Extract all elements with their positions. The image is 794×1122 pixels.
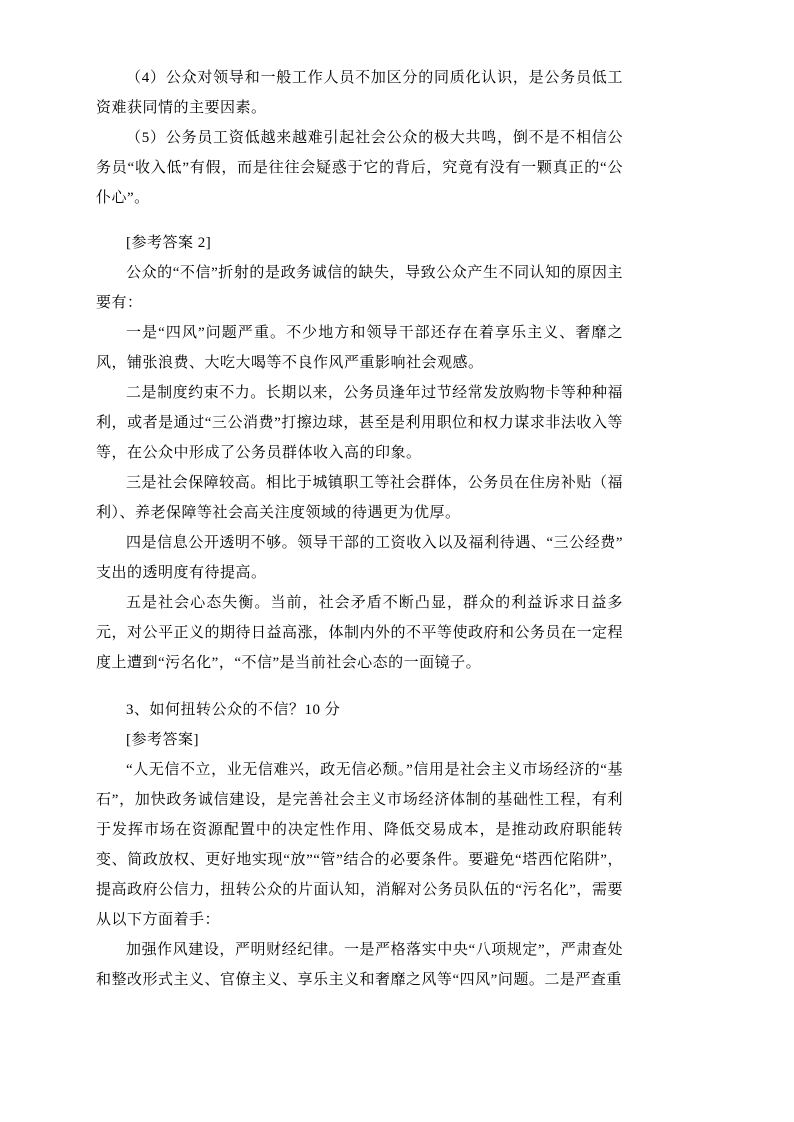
text-column [96,63,623,995]
reference-answer-2-point-5: 五是社会心态失衡。当前，社会矛盾不断凸显，群众的利益诉求日益多元，对公平正义的期待日益高涨，体制内外的不平等使政府和公务员在一定程度上遭到“污名化”，“不信”是当前社会心态的一面镜子。 [96,595,624,671]
reference-answer-2-intro: 公众的“不信”折射的是政务诚信的缺失，导致公众产生不同认知的原因主要有： [96,265,623,311]
section-reference-answer-2 [96,228,623,678]
reference-answer-2-point-3: 三是社会保障较高。相比于城镇职工等社会群体，公务员在住房补贴（福利）、养老保障等社会高关注度领域的待遇更为优厚。 [96,475,623,521]
reference-answer-2-label: [参考答案 2] [126,235,212,251]
section-question-3 [96,695,623,995]
reference-answer-3-paragraph-1: “人无信不立，业无信难兴，政无信必颓。”信用是社会主义市场经济的“基石”，加快政务诚信建设，是完善社会主义市场经济体制的基础性工程，有利于发挥市场在资源配置中的决定性作用、降低交易成本，是推动政府职能转变、简政放权、更好地实现“放”“管”结合的必要条件。要避免“塔西佗陷阱”，提高政府公信力，扭转公众的片面认知，消解对公务员队伍的“污名化”，需要从以下方面着手： [96,762,623,928]
answer-item-5: （5）公务员工资低越来越难引起社会公众的极大共鸣，倒不是不相信公务员“收入低”有假，而是往往会疑惑于它的背后，究竟有没有一颗真正的“公仆心”。 [96,130,623,206]
question-3-title: 3、如何扭转公众的不信？10 分 [126,702,341,718]
reference-answer-2-point-2: 二是制度约束不力。长期以来，公务员逢年过节经常发放购物卡等种种福利，或者是通过“三公消费”打擦边球，甚至是利用职位和权力谋求非法收入等等，在公众中形成了公务员群体收入高的印象。 [96,385,623,461]
section-previous-answer-items [96,63,623,213]
reference-answer-3-paragraph-2: 加强作风建设，严明财经纪律。一是严格落实中央“八项规定”，严肃查处和整改形式主义、官僚主义、享乐主义和奢靡之风等“四风”问题。二是严查重 [96,942,623,988]
answer-item-4: （4）公众对领导和一般工作人员不加区分的同质化认识，是公务员低工资难获同情的主要因素。 [96,70,623,116]
reference-answer-2-point-4: 四是信息公开透明不够。领导干部的工资收入以及福利待遇、“三公经费”支出的透明度有待提高。 [96,535,623,581]
reference-answer-3-label: [参考答案] [126,732,199,748]
reference-answer-2-point-1: 一是“四风”问题严重。不少地方和领导干部还存在着享乐主义、奢靡之风，铺张浪费、大吃大喝等不良作风严重影响社会观感。 [96,325,623,371]
